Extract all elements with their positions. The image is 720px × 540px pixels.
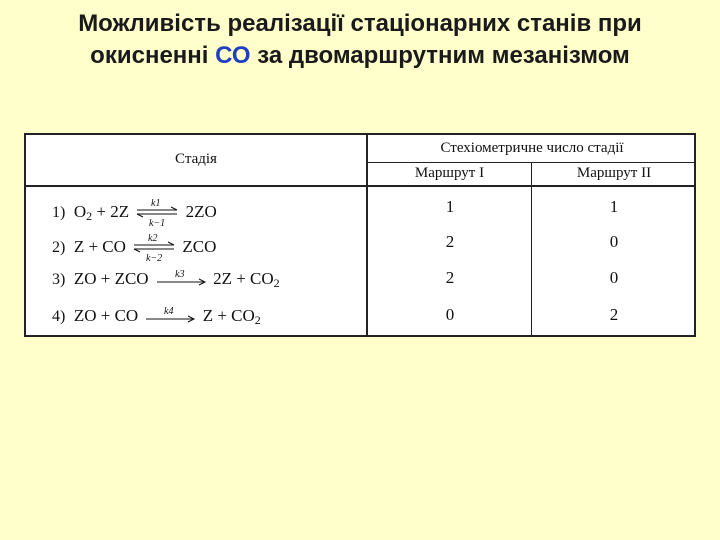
route2-value: 1 xyxy=(609,197,619,216)
product-sub: 2 xyxy=(273,275,280,290)
product: 2Z + CO xyxy=(213,268,274,288)
stages-table xyxy=(24,133,696,337)
route1-value: 2 xyxy=(445,268,455,287)
title-co: СО xyxy=(215,42,251,69)
row-number: 1) xyxy=(52,203,66,221)
forward-arrow-icon xyxy=(144,305,196,329)
header-stoich: Стехіометричне число стадії xyxy=(440,140,624,156)
rate-constant-forward: k1 xyxy=(151,198,161,209)
route2-value: 0 xyxy=(609,268,619,287)
reactant: ZO + ZCO xyxy=(73,268,149,288)
rate-constant-forward: k4 xyxy=(164,306,174,317)
rate-constant-reverse: k−2 xyxy=(146,253,163,264)
table-row xyxy=(52,197,217,229)
slide-title xyxy=(60,8,660,72)
reactant: O xyxy=(73,201,87,221)
title-part1: Можливість реалізації стаціонарних станів при окисненні xyxy=(78,10,642,69)
header-divider xyxy=(26,185,696,187)
header-route2: Маршрут II xyxy=(576,165,652,181)
column-divider-routes xyxy=(531,163,532,335)
reactant: Z + CO xyxy=(73,236,126,256)
header-divider-inner xyxy=(366,162,696,163)
product: ZCO xyxy=(182,236,217,256)
table-row xyxy=(52,232,216,264)
table-row xyxy=(52,305,261,329)
rate-constant-reverse: k−1 xyxy=(149,218,166,229)
header-stage: Стадія xyxy=(175,151,217,167)
row-number: 3) xyxy=(52,270,66,288)
row-number: 2) xyxy=(52,238,66,256)
header-route1: Маршрут I xyxy=(414,165,485,181)
product: 2ZO xyxy=(185,201,217,221)
reactant-rest: + 2Z xyxy=(92,201,130,221)
rate-constant-forward: k2 xyxy=(148,233,158,244)
route2-value: 2 xyxy=(609,305,619,324)
equilibrium-arrow-icon xyxy=(135,197,179,229)
route1-value: 2 xyxy=(445,232,455,251)
row-number: 4) xyxy=(52,307,66,325)
product-sub: 2 xyxy=(254,312,261,327)
reactant: ZO + CO xyxy=(73,305,139,325)
product: Z + CO xyxy=(202,305,255,325)
route1-value: 1 xyxy=(445,197,455,216)
table-row xyxy=(52,268,280,292)
route1-value: 0 xyxy=(445,305,455,324)
route2-value: 0 xyxy=(609,232,619,251)
equilibrium-arrow-icon xyxy=(132,232,176,264)
rate-constant-forward: k3 xyxy=(174,269,185,280)
title-part2: за двомаршрутним мезанізмом xyxy=(257,42,630,69)
reactant-sub: 2 xyxy=(86,208,93,223)
forward-arrow-icon xyxy=(155,268,207,292)
